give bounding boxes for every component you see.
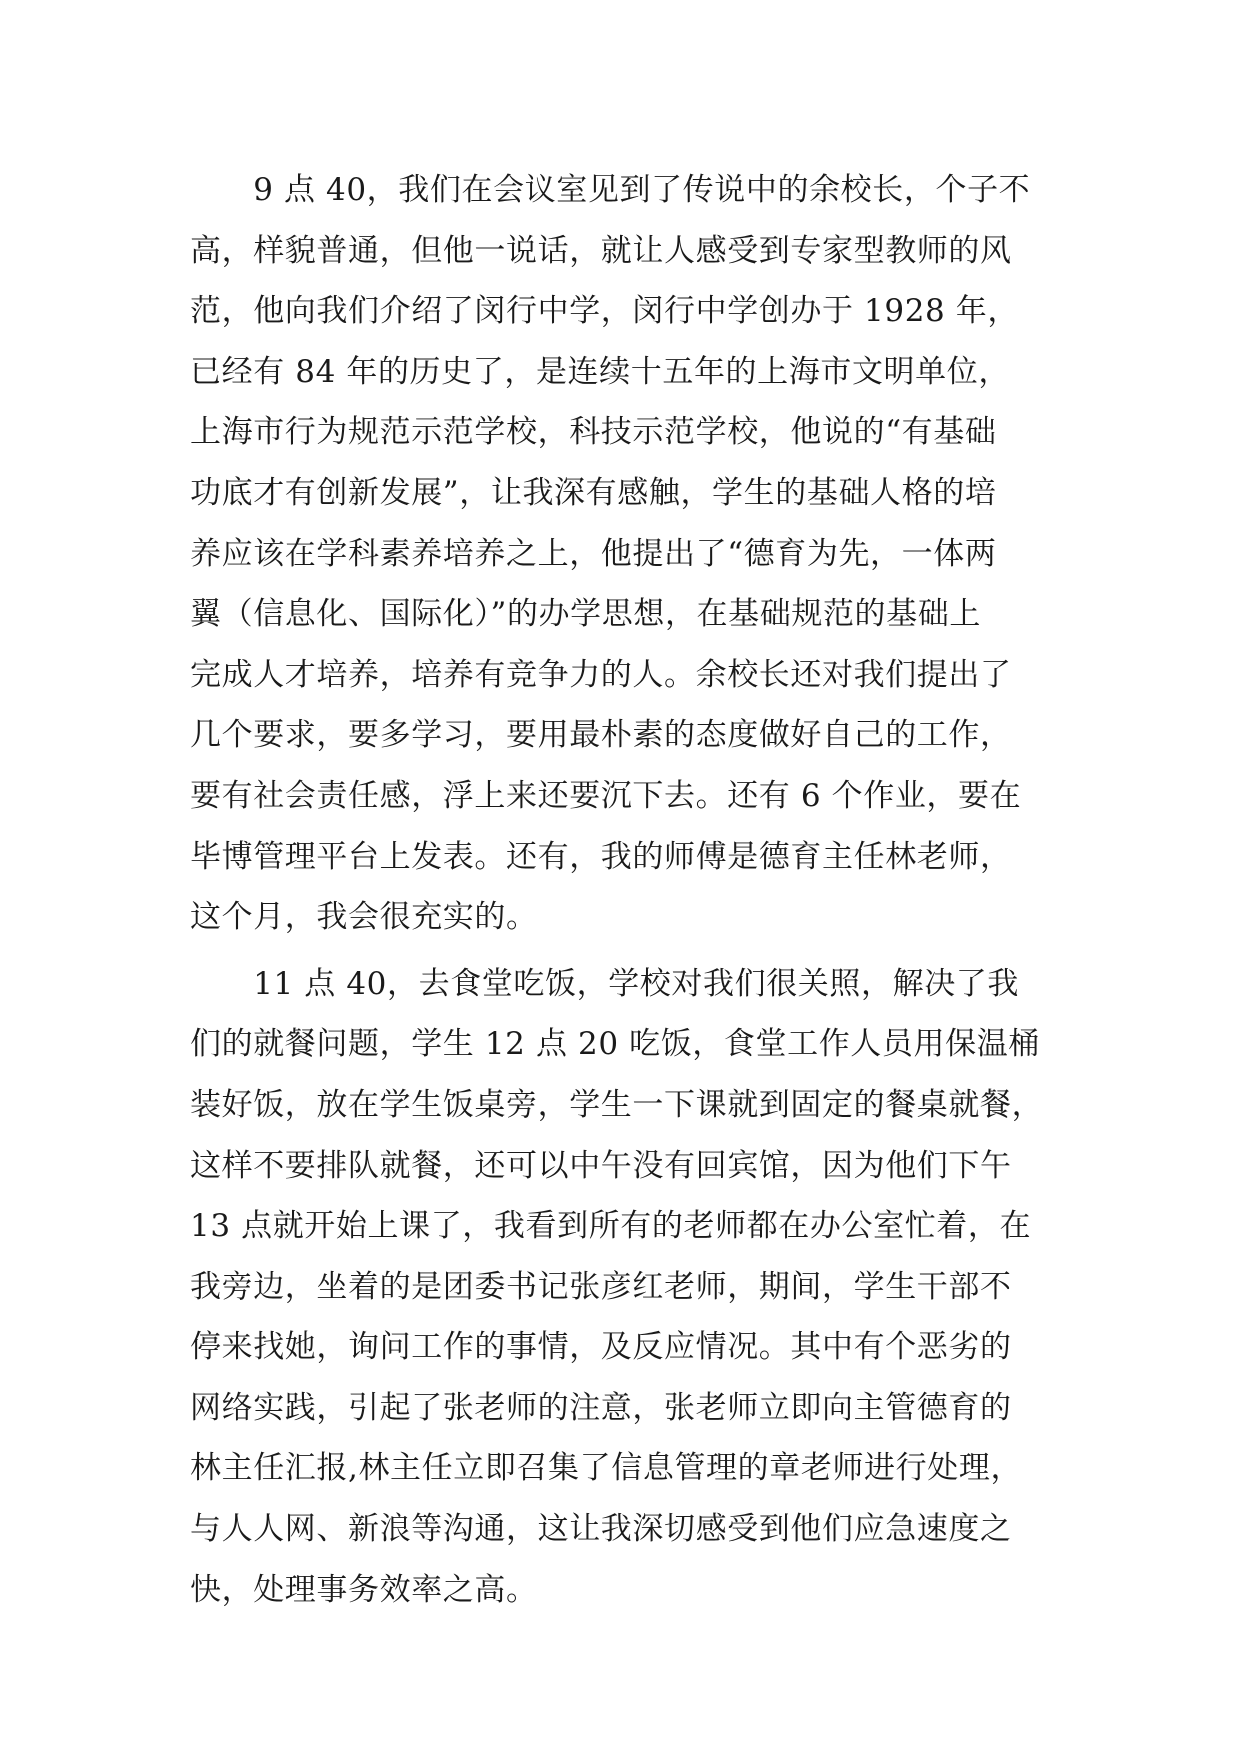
text-line: 毕博管理平台上发表。还有，我的师傅是德育主任林老师， [190,838,1012,875]
text-line: 已经有 84 年的历史了，是连续十五年的上海市文明单位， [190,353,1010,390]
text-line: 高，样貌普通，但他一说话，就让人感受到专家型教师的风 [190,232,1012,269]
text-line: 这个月，我会很充实的。 [190,899,538,936]
text-line: 与人人网、新浪等沟通，这让我深切感受到他们应急速度之 [190,1511,1012,1548]
text-line: 网络实践，引起了张老师的注意，张老师立即向主管德育的 [190,1389,1012,1426]
text-line: 要有社会责任感，浮上来还要沉下去。还有 6 个作业，要在 [190,777,1022,814]
document-page [190,160,1060,1620]
text-line: 功底才有创新发展”，让我深有感触，学生的基础人格的培 [190,474,997,511]
text-line: 快，处理事务效率之高。 [190,1571,538,1608]
text-line: 这样不要排队就餐，还可以中午没有回宾馆，因为他们下午 [190,1147,1012,1184]
text-line: 上海市行为规范示范学校，科技示范学校，他说的“有基础 [190,414,997,451]
text-line: 们的就餐问题，学生 12 点 20 吃饭，食堂工作人员用保温桶 [190,1026,1040,1063]
text-line: 养应该在学科素养培养之上，他提出了“德育为先，一体两 [190,535,997,572]
text-line: 9 点 40，我们在会议室见到了传说中的余校长，个子不 [190,172,1031,208]
text-line: 我旁边，坐着的是团委书记张彦红老师，期间，学生干部不 [190,1268,1012,1305]
text-line: 11 点 40，去食堂吃饭，学校对我们很关照，解决了我 [190,965,1019,1002]
text-line: 13 点就开始上课了，我看到所有的老师都在办公室忙着，在 [190,1208,1032,1245]
text-line: 完成人才培养，培养有竞争力的人。余校长还对我们提出了 [190,656,1012,693]
text-line: 几个要求，要多学习，要用最朴素的态度做好自己的工作， [190,717,1012,754]
text-line: 装好饭，放在学生饭桌旁，学生一下课就到固定的餐桌就餐， [190,1086,1044,1123]
text-line: 范，他向我们介绍了闵行中学，闵行中学创办于 1928 年， [190,293,1019,330]
paragraph-1 [190,160,1060,948]
paragraph-2 [190,954,1060,1621]
text-line: 翼（信息化、国际化）”的办学思想，在基础规范的基础上 [190,596,981,633]
text-line: 林主任汇报,林主任立即召集了信息管理的章老师进行处理， [190,1450,1023,1487]
text-line: 停来找她，询问工作的事情，及反应情况。其中有个恶劣的 [190,1329,1012,1366]
